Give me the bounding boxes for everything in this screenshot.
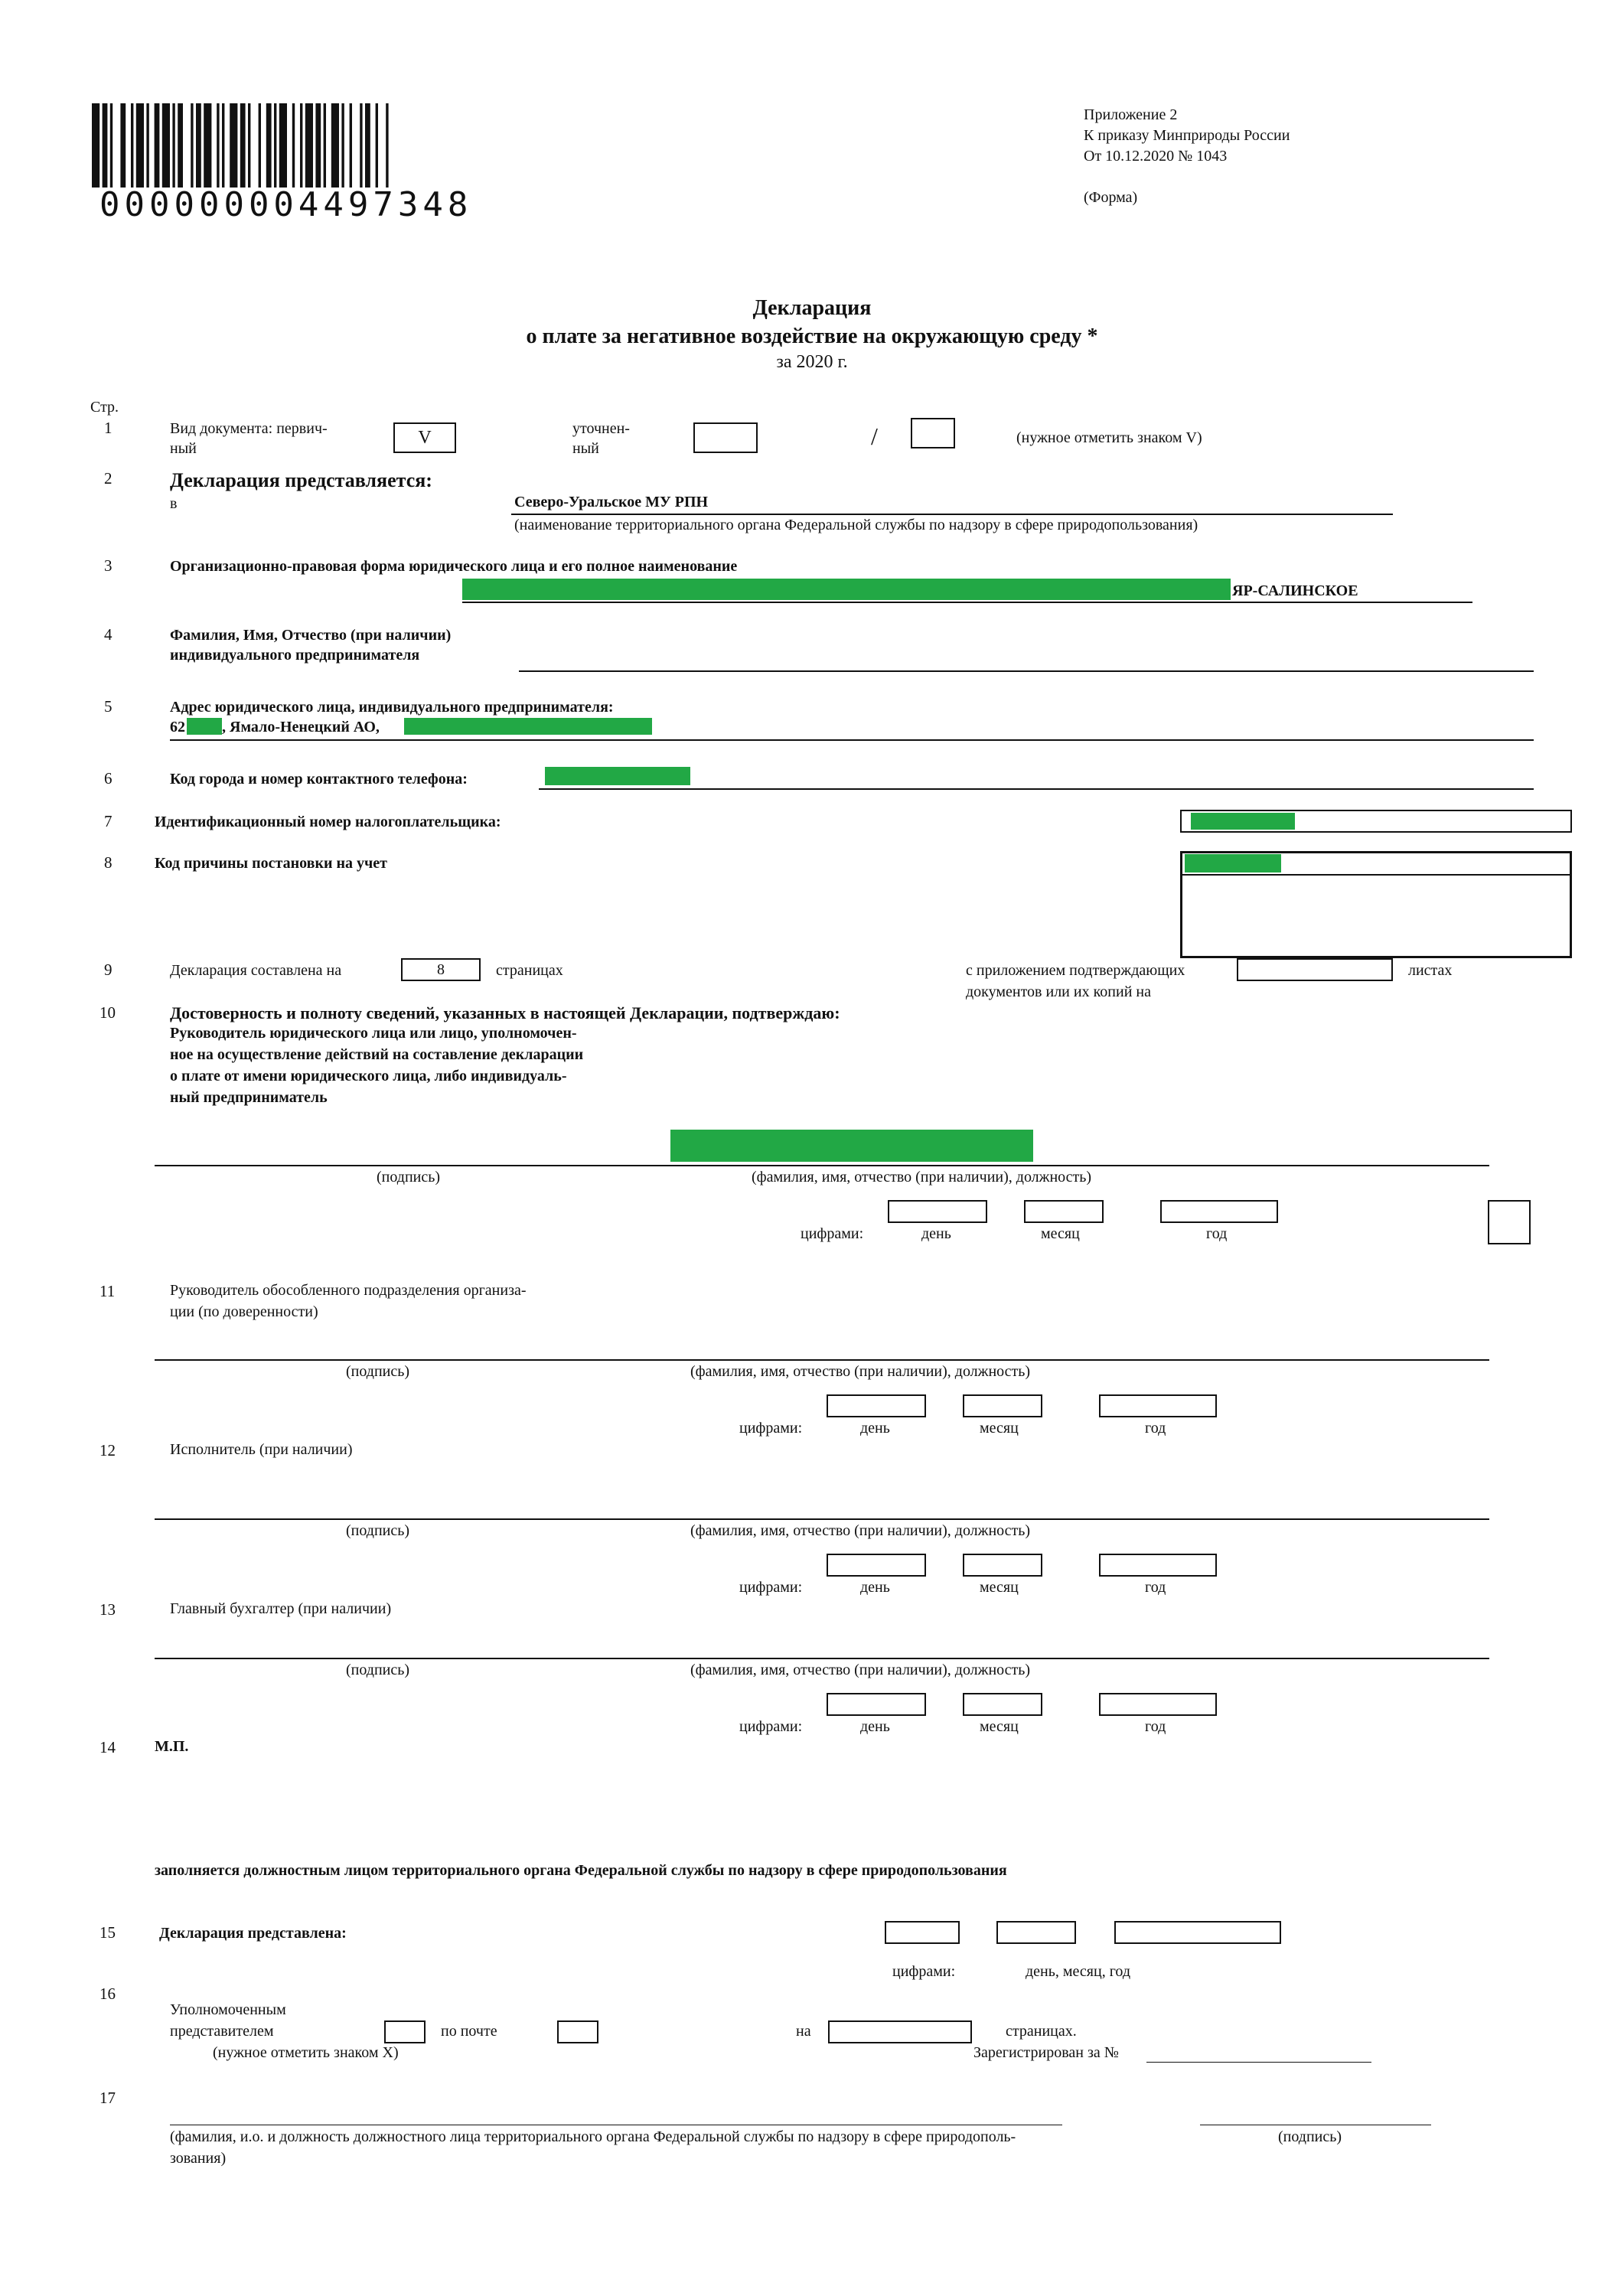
day-label-13: день — [860, 1718, 890, 1735]
redaction-inn — [1191, 813, 1295, 830]
address-value-a: 62 — [170, 719, 185, 735]
submitted-in-label: в — [170, 495, 178, 512]
official-signature-caption: (подпись) — [1278, 2128, 1342, 2145]
year-field-11[interactable] — [1099, 1394, 1217, 1417]
day-field-11[interactable] — [827, 1394, 926, 1417]
representative-label: Уполномоченным — [170, 2001, 286, 2018]
attachments-sheets-field[interactable] — [1237, 958, 1393, 981]
signature-line-13 — [155, 1658, 1489, 1659]
row-4-number: 4 — [104, 625, 113, 644]
month-field-10[interactable] — [1024, 1200, 1104, 1223]
kpp-field-divider — [1180, 874, 1572, 876]
row-2-number: 2 — [104, 469, 113, 488]
phone-line — [539, 788, 1534, 790]
row-14-number: 14 — [99, 1738, 116, 1756]
redaction-address-1 — [187, 718, 222, 735]
signature-line-11 — [155, 1359, 1489, 1361]
signature-caption-10: (подпись) — [377, 1169, 441, 1186]
month-field-13[interactable] — [963, 1693, 1042, 1716]
submitted-to-label: Декларация представляется: — [170, 469, 432, 491]
row-1-number: 1 — [104, 419, 113, 437]
corrected-label-2: ный — [572, 440, 599, 457]
entrepreneur-name-label: Фамилия, Имя, Отчество (при наличии) — [170, 627, 452, 644]
attachments-label-2: документов или их копий на — [966, 983, 1151, 1000]
redaction-head-name — [670, 1130, 1033, 1162]
row-11-number: 11 — [99, 1282, 116, 1300]
slash-separator: / — [871, 422, 878, 450]
official-caption-2: зования) — [170, 2150, 227, 2167]
entrepreneur-name-line — [519, 670, 1534, 672]
digits-label-10: цифрами: — [801, 1225, 864, 1242]
chief-accountant-label: Главный бухгалтер (при наличии) — [170, 1600, 392, 1617]
redaction-address-2 — [404, 718, 652, 735]
digits-label-13: цифрами: — [739, 1718, 803, 1735]
territorial-body-line — [511, 514, 1393, 515]
digits-label-12: цифрами: — [739, 1579, 803, 1596]
branch-head-label: Руководитель обособленного подразделения организа- — [170, 1282, 527, 1299]
primary-checkbox[interactable]: V — [393, 422, 456, 453]
row-8-number: 8 — [104, 853, 113, 872]
on-label: на — [796, 2023, 811, 2040]
submitted-day-field[interactable] — [885, 1921, 960, 1944]
barcode-image — [92, 103, 673, 188]
head-label-2: ное на осуществление действий на составление декларации — [170, 1046, 584, 1063]
signature-caption-11: (подпись) — [346, 1363, 410, 1380]
submitted-month-field[interactable] — [996, 1921, 1076, 1944]
address-line — [170, 739, 1534, 741]
official-section-header: заполняется должностным лицом территориального органа Федеральной службы по надзору в сфере природопользования — [155, 1862, 1007, 1879]
mark-x-note: (нужное отметить знаком X) — [213, 2044, 399, 2061]
year-field-12[interactable] — [1099, 1554, 1217, 1577]
phone-label: Код города и номер контактного телефона: — [170, 771, 468, 788]
territorial-body-caption: (наименование территориального органа Федеральной службы по надзору в сфере природопользования) — [514, 517, 1198, 533]
digits-label-11: цифрами: — [739, 1420, 803, 1437]
branch-head-label-2: ции (по доверенности) — [170, 1303, 318, 1320]
by-mail-checkbox[interactable] — [557, 2020, 598, 2043]
day-label-12: день — [860, 1579, 890, 1596]
year-label-13: год — [1145, 1718, 1166, 1735]
row-17-number: 17 — [99, 2089, 116, 2107]
signature-caption-12: (подпись) — [346, 1522, 410, 1539]
fio-caption-11: (фамилия, имя, отчество (при наличии), должность) — [690, 1363, 1031, 1380]
appendix-line-2: К приказу Минприроды России — [1084, 127, 1290, 144]
row-3-number: 3 — [104, 556, 113, 575]
submitted-pages-field[interactable] — [828, 2020, 972, 2043]
redaction-kpp — [1185, 854, 1281, 872]
head-label-4: ный предприниматель — [170, 1089, 328, 1106]
doc-type-label: Вид документа: первич- — [170, 420, 328, 437]
stamp-box-10[interactable] — [1488, 1200, 1531, 1244]
fio-caption-10: (фамилия, имя, отчество (при наличии), должность) — [752, 1169, 1092, 1186]
month-label-11: месяц — [980, 1420, 1019, 1437]
day-field-13[interactable] — [827, 1693, 926, 1716]
sheets-unit: листах — [1408, 962, 1453, 979]
executor-label: Исполнитель (при наличии) — [170, 1441, 353, 1458]
submitted-digits-label: цифрами: — [892, 1963, 956, 1980]
pages-unit: страницах — [496, 962, 563, 979]
year-field-10[interactable] — [1160, 1200, 1278, 1223]
row-12-number: 12 — [99, 1441, 116, 1459]
submitted-dmy-label: день, месяц, год — [1026, 1963, 1130, 1980]
year-label-12: год — [1145, 1579, 1166, 1596]
day-label-10: день — [921, 1225, 951, 1242]
representative-checkbox[interactable] — [384, 2020, 426, 2043]
org-name-line — [462, 602, 1472, 603]
registered-label: Зарегистрирован за № — [973, 2044, 1119, 2061]
row-15-number: 15 — [99, 1923, 116, 1942]
signature-line-10 — [155, 1165, 1489, 1166]
fio-caption-13: (фамилия, имя, отчество (при наличии), должность) — [690, 1662, 1031, 1678]
row-7-number: 7 — [104, 812, 113, 830]
mark-instruction: (нужное отметить знаком V) — [1016, 429, 1202, 446]
row-5-number: 5 — [104, 697, 113, 716]
doc-subtitle: о плате за негативное воздействие на окружающую среду * — [526, 325, 1098, 348]
certification-label: Достоверность и полноту сведений, указанных в настоящей Декларации, подтверждаю: — [170, 1003, 840, 1022]
redaction-org-name — [462, 579, 1231, 600]
org-form-label: Организационно-правовая форма юридического лица и его полное наименование — [170, 558, 738, 575]
registration-number-line — [1146, 2062, 1371, 2063]
redaction-phone — [545, 767, 690, 785]
day-field-12[interactable] — [827, 1554, 926, 1577]
barcode-number: 000000004497348 — [99, 185, 473, 224]
stamp-place-label: М.П. — [155, 1738, 189, 1755]
month-label-13: месяц — [980, 1718, 1019, 1735]
row-16-number: 16 — [99, 1985, 116, 2003]
day-field-10[interactable] — [888, 1200, 987, 1223]
signature-caption-13: (подпись) — [346, 1662, 410, 1678]
declaration-submitted-label: Декларация представлена: — [159, 1925, 347, 1942]
year-label-11: год — [1145, 1420, 1166, 1437]
year-label-10: год — [1206, 1225, 1228, 1242]
row-6-number: 6 — [104, 769, 113, 788]
fio-caption-12: (фамилия, имя, отчество (при наличии), должность) — [690, 1522, 1031, 1539]
month-field-11[interactable] — [963, 1394, 1042, 1417]
form-label: (Форма) — [1084, 189, 1138, 206]
kpp-label: Код причины постановки на учет — [155, 855, 388, 872]
official-caption: (фамилия, и.о. и должность должностного лица территориального органа Федеральной службы по надзору в сфере природополь- — [170, 2128, 1016, 2145]
corrected-label: уточнен- — [572, 420, 630, 437]
pages-count-field[interactable]: 8 — [401, 958, 481, 981]
submitted-pages-unit: страницах. — [1006, 2023, 1077, 2040]
row-10-number: 10 — [99, 1003, 116, 1022]
head-label-1: Руководитель юридического лица или лицо, уполномочен- — [170, 1025, 577, 1042]
address-label: Адрес юридического лица, индивидуального предпринимателя: — [170, 699, 614, 716]
corrected-checkbox[interactable] — [693, 422, 758, 453]
signature-line-12 — [155, 1518, 1489, 1520]
appendix-line-1: Приложение 2 — [1084, 106, 1178, 123]
year-field-13[interactable] — [1099, 1693, 1217, 1716]
appendix-line-3: От 10.12.2020 № 1043 — [1084, 148, 1228, 165]
pages-label: Декларация составлена на — [170, 962, 342, 979]
by-mail-label: по почте — [441, 2023, 497, 2040]
inn-label: Идентификационный номер налогоплательщика: — [155, 814, 501, 830]
attachments-label: с приложением подтверждающих — [966, 962, 1185, 979]
month-label-10: месяц — [1041, 1225, 1080, 1242]
submitted-year-field[interactable] — [1114, 1921, 1281, 1944]
head-label-3: о плате от имени юридического лица, либо индивидуаль- — [170, 1068, 567, 1084]
representative-label-2: представителем — [170, 2023, 274, 2040]
row-13-number: 13 — [99, 1600, 116, 1619]
month-label-12: месяц — [980, 1579, 1019, 1596]
row-9-number: 9 — [104, 960, 113, 979]
doc-title: Декларация — [752, 296, 872, 320]
territorial-body-value: Северо-Уральское МУ РПН — [514, 494, 709, 510]
org-name-tail: ЯР-САЛИНСКОЕ — [1232, 582, 1358, 599]
day-label-11: день — [860, 1420, 890, 1437]
str-label: Стр. — [90, 399, 119, 416]
address-value-b: , Ямало-Ненецкий АО, — [222, 719, 380, 735]
doc-year: за 2020 г. — [776, 352, 848, 372]
barcode-bars — [92, 103, 389, 188]
month-field-12[interactable] — [963, 1554, 1042, 1577]
entrepreneur-name-label-2: индивидуального предпринимателя — [170, 647, 420, 664]
correction-number-box[interactable] — [911, 418, 955, 448]
doc-type-label-2: ный — [170, 440, 197, 457]
